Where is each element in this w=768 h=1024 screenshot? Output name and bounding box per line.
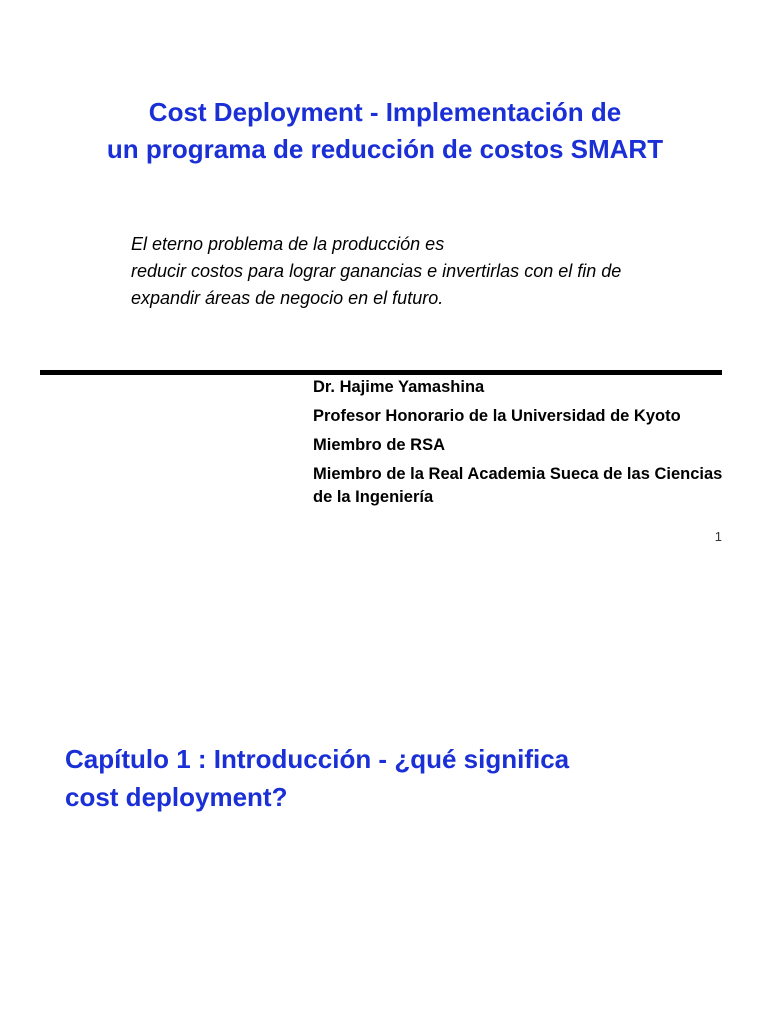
divider-rule <box>40 370 722 375</box>
chapter-title-line-2: cost deployment? <box>65 782 288 812</box>
slide-title-line-1: Cost Deployment - Implementación de <box>148 97 622 127</box>
author-title: Profesor Honorario de la Universidad de Kyoto <box>313 407 681 425</box>
author-name: Dr. Hajime Yamashina <box>313 378 485 396</box>
intro-line-3: expandir áreas de negocio en el futuro. <box>131 288 444 308</box>
page-number: 1 <box>714 529 722 544</box>
slide-title-line-2: un programa de reducción de costos SMART <box>106 134 664 164</box>
chapter-title <box>65 740 705 816</box>
intro-line-1: El eterno problema de la producción es <box>131 234 445 254</box>
author-info <box>313 376 733 515</box>
intro-paragraph <box>131 231 741 312</box>
author-membership-academy: Miembro de la Real Academia Sueca de las Ciencias de la Ingeniería <box>313 465 723 506</box>
slide-title <box>40 94 730 168</box>
intro-line-2: reducir costos para lograr ganancias e invertirlas con el fin de <box>131 261 622 281</box>
author-membership-rsa: Miembro de RSA <box>313 436 446 454</box>
chapter-title-line-1: Capítulo 1 : Introducción - ¿qué significa <box>65 744 570 774</box>
